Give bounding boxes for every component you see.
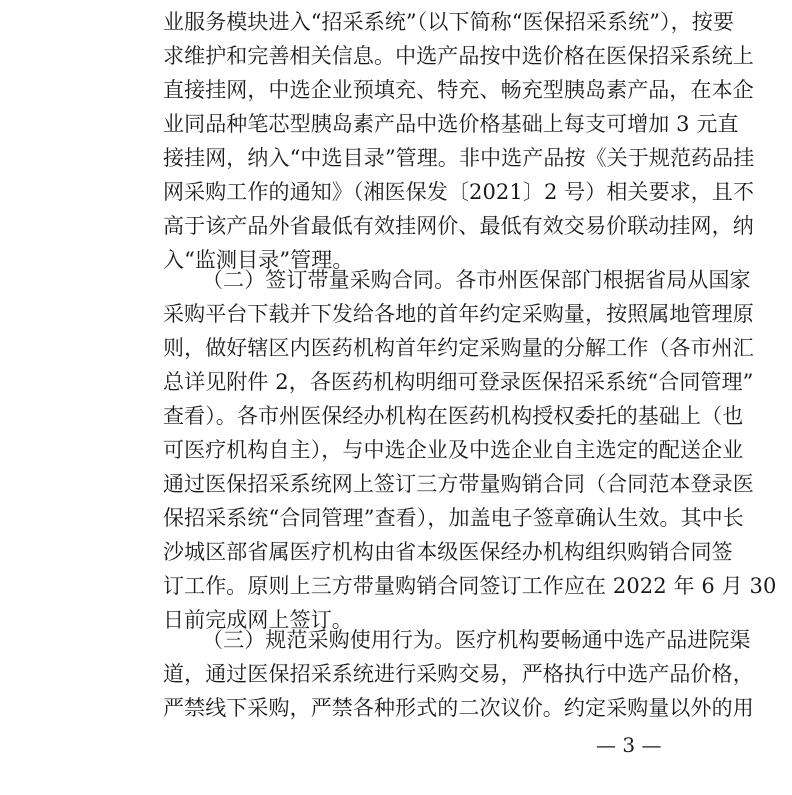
text-line: 查看）。各市州医保经办机构在医药机构授权委托的基础上（也 [163, 404, 744, 428]
text-line: 业服务模块进入“招采系统”（以下简称“医保招采系统”），按要 [163, 10, 734, 34]
section-heading-line: （三）规范采购使用行为。医疗机构要畅通中选产品进院渠 [202, 628, 751, 652]
text-line: 总详见附件 2，各医药机构明细可登录医保招采系统“合同管理” [163, 370, 754, 394]
text-line: 采购平台下载并下发给各地的首年约定采购量，按照属地管理原 [163, 302, 754, 326]
text-line: 则，做好辖区内医药机构首年约定采购量的分解工作（各市州汇 [163, 336, 754, 360]
text-line: 求维护和完善相关信息。中选产品按中选价格在医保招采系统上 [163, 44, 754, 68]
text-line: 日前完成网上签订。 [163, 608, 353, 632]
text-line: 保招采系统“合同管理”查看），加盖电子签章确认生效。其中长 [163, 506, 744, 530]
text-line: 网采购工作的通知》（湘医保发〔2021〕2 号）相关要求，且不 [163, 180, 755, 204]
text-line: 入“监测目录”管理。 [163, 248, 354, 272]
text-line: 业同品种笔芯型胰岛素产品中选价格基础上每支可增加 3 元直 [163, 112, 739, 136]
text-line: 通过医保招采系统网上签订三方带量购销合同（合同范本登录医 [163, 472, 754, 496]
text-line: 直接挂网，中选企业预填充、特充、畅充型胰岛素产品，在本企 [163, 78, 754, 102]
text-line: 订工作。原则上三方带量购销合同签订工作应在 2022 年 6 月 30 [163, 574, 777, 598]
section-heading-line: （二）签订带量采购合同。各市州医保部门根据省局从国家 [202, 268, 751, 292]
text-line: 严禁线下采购，严禁各种形式的二次议价。约定采购量以外的用 [163, 696, 754, 720]
text-line: 道，通过医保招采系统进行采购交易，严格执行中选产品价格， [163, 662, 754, 686]
text-line: 高于该产品外省最低有效挂网价、最低有效交易价联动挂网，纳 [163, 214, 754, 238]
text-line: 可医疗机构自主），与中选企业及中选企业自主选定的配送企业 [163, 438, 744, 462]
text-line: 沙城区部省属医疗机构由省本级医保经办机构组织购销合同签 [163, 540, 733, 564]
text-line: 接挂网，纳入“中选目录”管理。非中选产品按《关于规范药品挂 [163, 146, 755, 170]
page-number: — 3 — [596, 733, 662, 757]
